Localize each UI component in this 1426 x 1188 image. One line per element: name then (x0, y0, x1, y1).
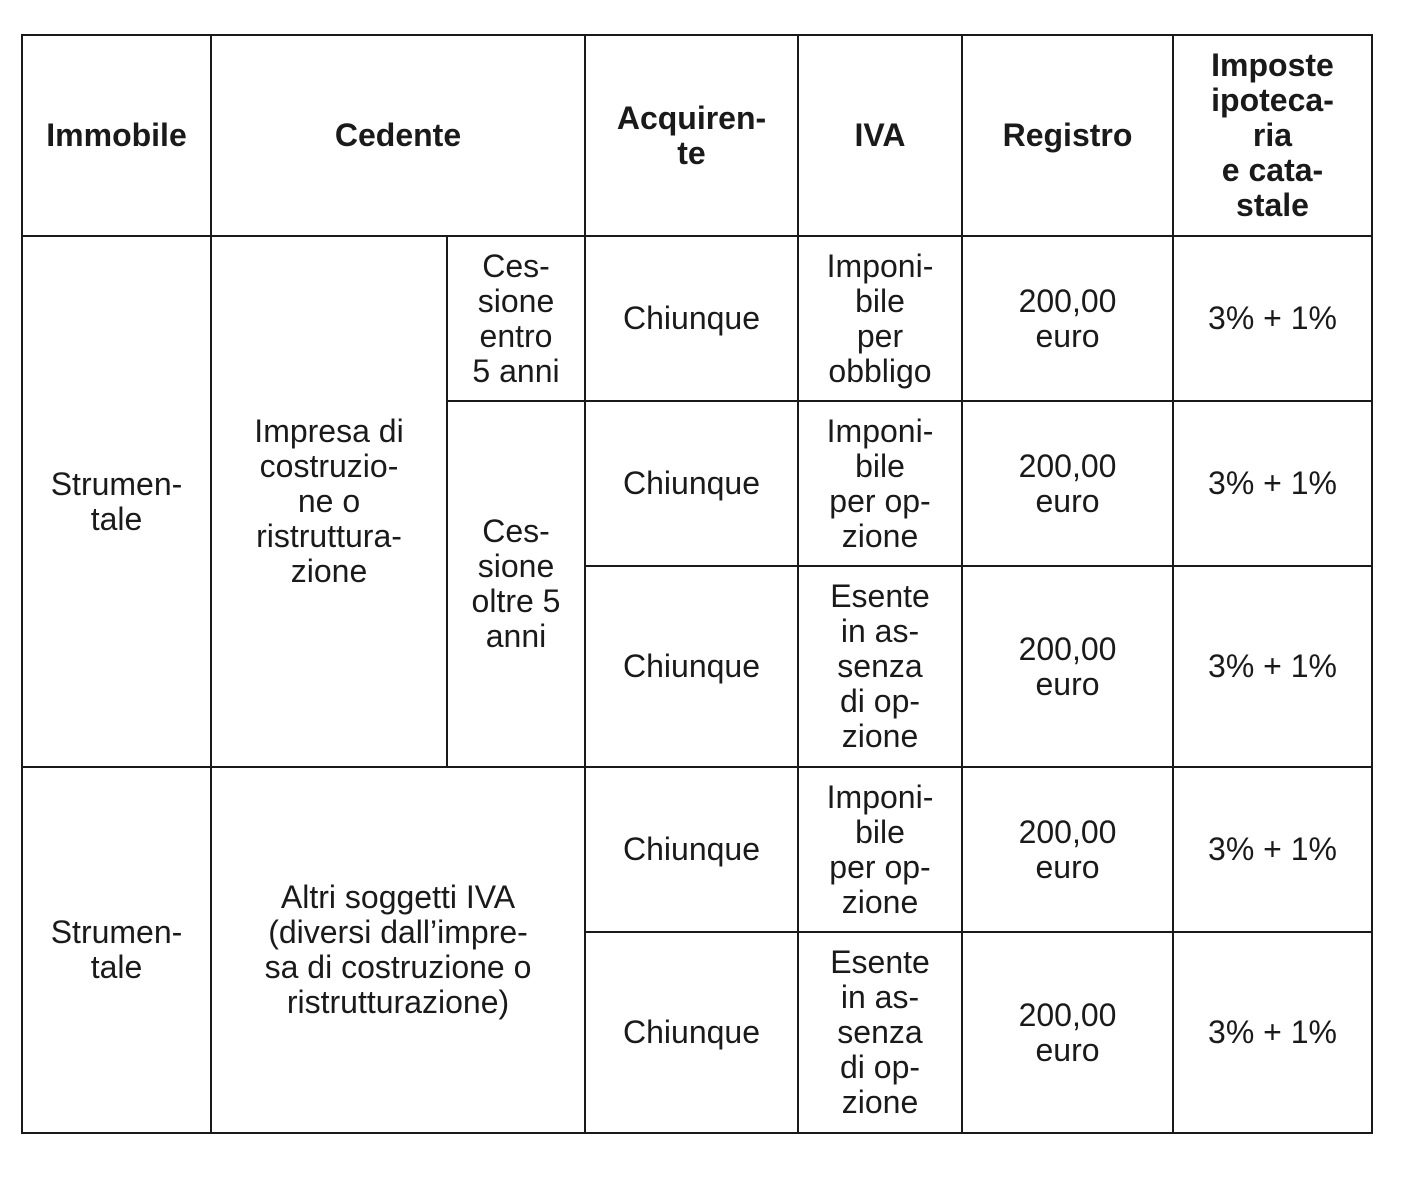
acquirente-cell: Chiunque (585, 401, 798, 566)
imposte-cell: 3% + 1% (1173, 566, 1372, 767)
group2-cedente-cell: Altri soggetti IVA (diversi dall’impre- sa di costruzione o ristrutturazione) (211, 767, 585, 1133)
imposte-cell: 3% + 1% (1173, 401, 1372, 566)
header-acquirente: Acquiren- te (585, 35, 798, 236)
registro-cell: 200,00 euro (962, 401, 1173, 566)
cessione-oltre-cell: Ces- sione oltre 5 anni (447, 401, 585, 767)
header-row (22, 35, 1372, 236)
header-imposte: Imposte ipoteca- ria e cata- stale (1173, 35, 1372, 236)
cessione-entro-cell: Ces- sione entro 5 anni (447, 236, 585, 401)
header-iva: IVA (798, 35, 962, 236)
registro-cell: 200,00 euro (962, 932, 1173, 1133)
imposte-cell: 3% + 1% (1173, 932, 1372, 1133)
registro-cell: 200,00 euro (962, 566, 1173, 767)
header-cedente: Cedente (211, 35, 585, 236)
iva-cell: Imponi- bile per obbligo (798, 236, 962, 401)
iva-cell: Imponi- bile per op- zione (798, 767, 962, 932)
group2-immobile-cell: Strumen- tale (22, 767, 211, 1133)
acquirente-cell: Chiunque (585, 236, 798, 401)
acquirente-cell: Chiunque (585, 932, 798, 1133)
group1-cedente-cell: Impresa di costruzio- ne o ristruttura- zione (211, 236, 447, 767)
acquirente-cell: Chiunque (585, 767, 798, 932)
header-registro: Registro (962, 35, 1173, 236)
acquirente-cell: Chiunque (585, 566, 798, 767)
iva-cell: Imponi- bile per op- zione (798, 401, 962, 566)
header-immobile: Immobile (22, 35, 211, 236)
table-row (22, 236, 1372, 401)
iva-cell: Esente in as- senza di op- zione (798, 566, 962, 767)
imposte-cell: 3% + 1% (1173, 236, 1372, 401)
registro-cell: 200,00 euro (962, 236, 1173, 401)
registro-cell: 200,00 euro (962, 767, 1173, 932)
iva-cell: Esente in as- senza di op- zione (798, 932, 962, 1133)
group1-immobile-cell: Strumen- tale (22, 236, 211, 767)
tax-table (21, 34, 1373, 1134)
table-row (22, 767, 1372, 932)
imposte-cell: 3% + 1% (1173, 767, 1372, 932)
